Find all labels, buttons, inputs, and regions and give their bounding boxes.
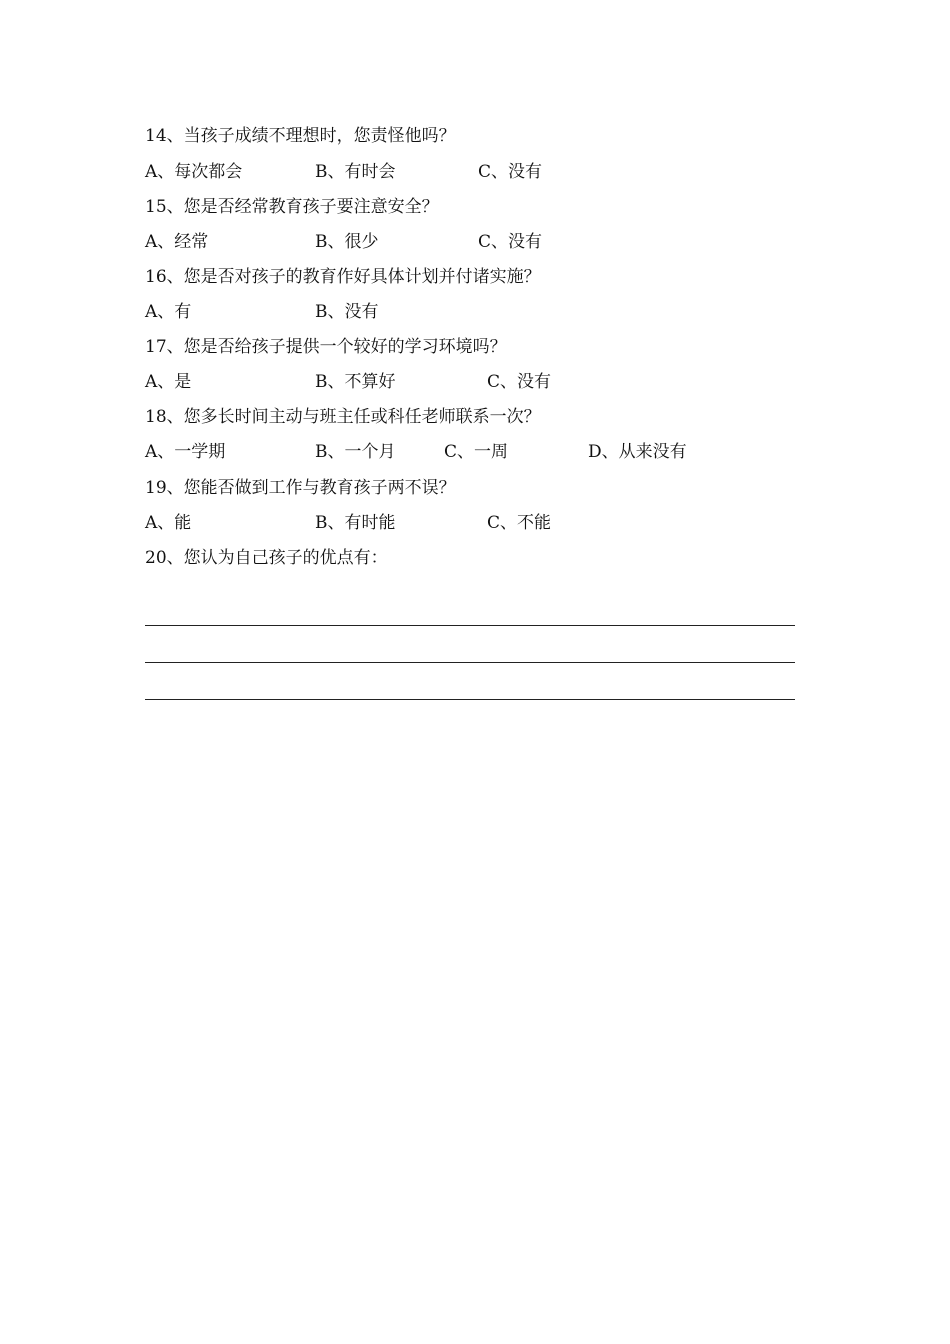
- option-a: A、有: [145, 302, 192, 322]
- option-c: C、没有: [478, 232, 543, 252]
- option-d: D、从来没有: [588, 442, 687, 462]
- option-a: A、是: [145, 372, 192, 392]
- answer-line-3: [145, 699, 795, 700]
- option-c: C、一周: [444, 442, 509, 462]
- option-c: C、没有: [478, 162, 543, 182]
- option-c: C、没有: [487, 372, 552, 392]
- option-b: B、很少: [315, 232, 379, 252]
- option-c: C、不能: [487, 513, 552, 533]
- option-b: B、没有: [315, 302, 379, 322]
- option-b: B、一个月: [315, 442, 396, 462]
- answer-line-1: [145, 625, 795, 626]
- option-a: A、经常: [145, 232, 209, 252]
- question-14: 14、当孩子成绩不理想时，您责怪他吗？: [145, 126, 456, 146]
- question-19: 19、您能否做到工作与教育孩子两不误？: [145, 478, 456, 498]
- option-b: B、有时能: [315, 513, 396, 533]
- question-17: 17、您是否给孩子提供一个较好的学习环境吗？: [145, 337, 507, 357]
- question-18: 18、您多长时间主动与班主任或科任老师联系一次？: [145, 407, 541, 427]
- answer-line-2: [145, 662, 795, 663]
- option-b: B、有时会: [315, 162, 396, 182]
- option-a: A、能: [145, 513, 192, 533]
- option-b: B、不算好: [315, 372, 396, 392]
- option-a: A、一学期: [145, 442, 226, 462]
- question-15: 15、您是否经常教育孩子要注意安全？: [145, 197, 439, 217]
- question-16: 16、您是否对孩子的教育作好具体计划并付诸实施？: [145, 267, 541, 287]
- question-20: 20、您认为自己孩子的优点有：: [145, 548, 388, 568]
- option-a: A、每次都会: [145, 162, 243, 182]
